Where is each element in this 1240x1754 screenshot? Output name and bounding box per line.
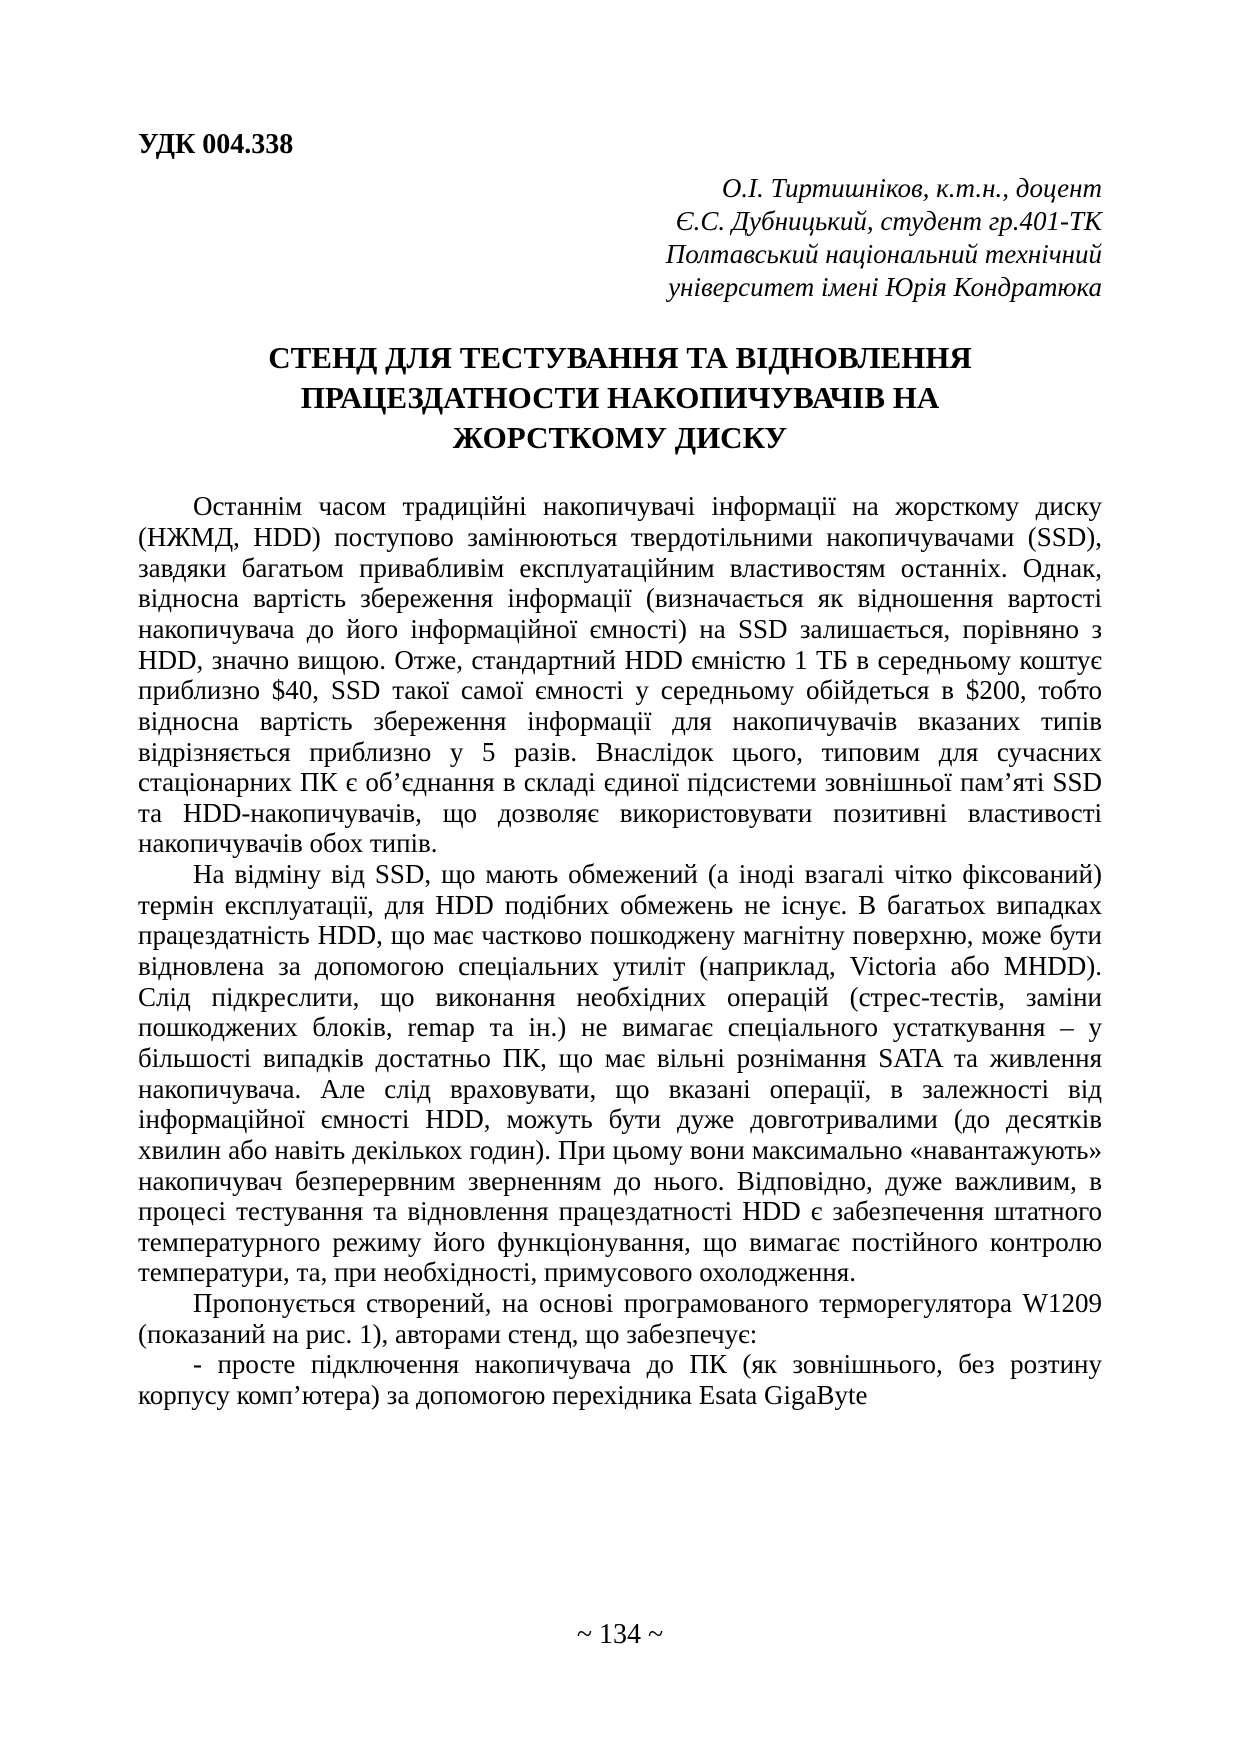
paragraph-intro: Останнім часом традиційні накопичувачі інформації на жорсткому диску (НЖМД, HDD) поступово замінюються твердотільними накопичувачами (SSD), завдяки багатьом привабливім експлуатаційним властивостям останніх. Однак, відносна вартість збереження інформації (визначається як відношення вартості накопичувача до його інформаційної ємності) на SSD залишається, порівняно з HDD, значно вищою. Отже, стандартний HDD ємністю 1 ТБ в середньому коштує приблизно $40, SSD такої самої ємності у середньому обійдеться в $200, тобто відносна вартість збереження інформації для накопичувачів вказаних типів відрізняється приблизно у 5 разів. Внаслідок цього, типовим для сучасних стаціонарних ПК є об’єднання в складі єдиної підсистеми зовнішньої пам’яті SSD та HDD-накопичувачів, що дозволяє використовувати позитивні властивості накопичувачів обох типів. [138, 491, 1102, 859]
page-number: ~ 134 ~ [576, 1619, 664, 1650]
paragraph-proposal: Пропонується створений, на основі програмованого терморегулятора W1209 (показаний на рис. 1), авторами стенд, що забезпечує: [138, 1288, 1102, 1349]
udc-code: УДК 004.338 [138, 129, 294, 160]
author-line-1: О.І. Тиртишніков, к.т.н., доцент [721, 172, 1102, 203]
paper-title-line-1: СТЕНД ДЛЯ ТЕСТУВАННЯ ТА ВІДНОВЛЕННЯ [268, 340, 972, 376]
affiliation-line-1: Полтавський національний технічний [665, 239, 1102, 269]
author-line-2: Є.С. Дубницький, студент гр.401-ТК [675, 205, 1102, 236]
paper-title [138, 338, 1102, 457]
author-block [138, 172, 1102, 305]
paragraph-hdd-recovery: На відміну від SSD, що мають обмежений (а іноді взагалі чітко фіксований) термін експлуатації, для HDD подібних обмежень не існує. В багатьох випадках працездатність HDD, що має частково пошкоджену магнітну поверхню, може бути відновлена за допомогою спеціальних утиліт (наприклад, Victoria або MHDD). Слід підкреслити, що виконання необхідних операцій (стрес-тестів, заміни пошкоджених блоків, remap та ін.) не вимагає спеціального устаткування – у більшості випадків достатньо ПК, що має вільні рознімання SATA та живлення накопичувача. Але слід враховувати, що вказані операції, в залежності від інформаційної ємності HDD, можуть бути дуже довготривалими (до десятків хвилин або навіть декількох годин). При цьому вони максимально «навантажують» накопичувач безперервним зверненням до нього. Відповідно, дуже важливим, в процесі тестування та відновлення працездатності HDD є забезпечення штатного температурного режиму його функціонування, що вимагає постійного контролю температури, та, при необхідності, примусового охолодження. [138, 859, 1102, 1288]
paragraph-feature-list-item: - просте підключення накопичувача до ПК (як зовнішнього, без розтину корпусу комп’ютера) за допомогою перехідника Esata GigaByte [138, 1349, 1102, 1410]
affiliation-line-2: університет імені Юрія Кондратюка [668, 272, 1102, 303]
paper-title-line-3: ЖОРСТКОМУ ДИСКУ [452, 419, 788, 455]
paper-title-line-2: ПРАЦЕЗДАТНОСТИ НАКОПИЧУВАЧІВ НА [300, 380, 940, 416]
